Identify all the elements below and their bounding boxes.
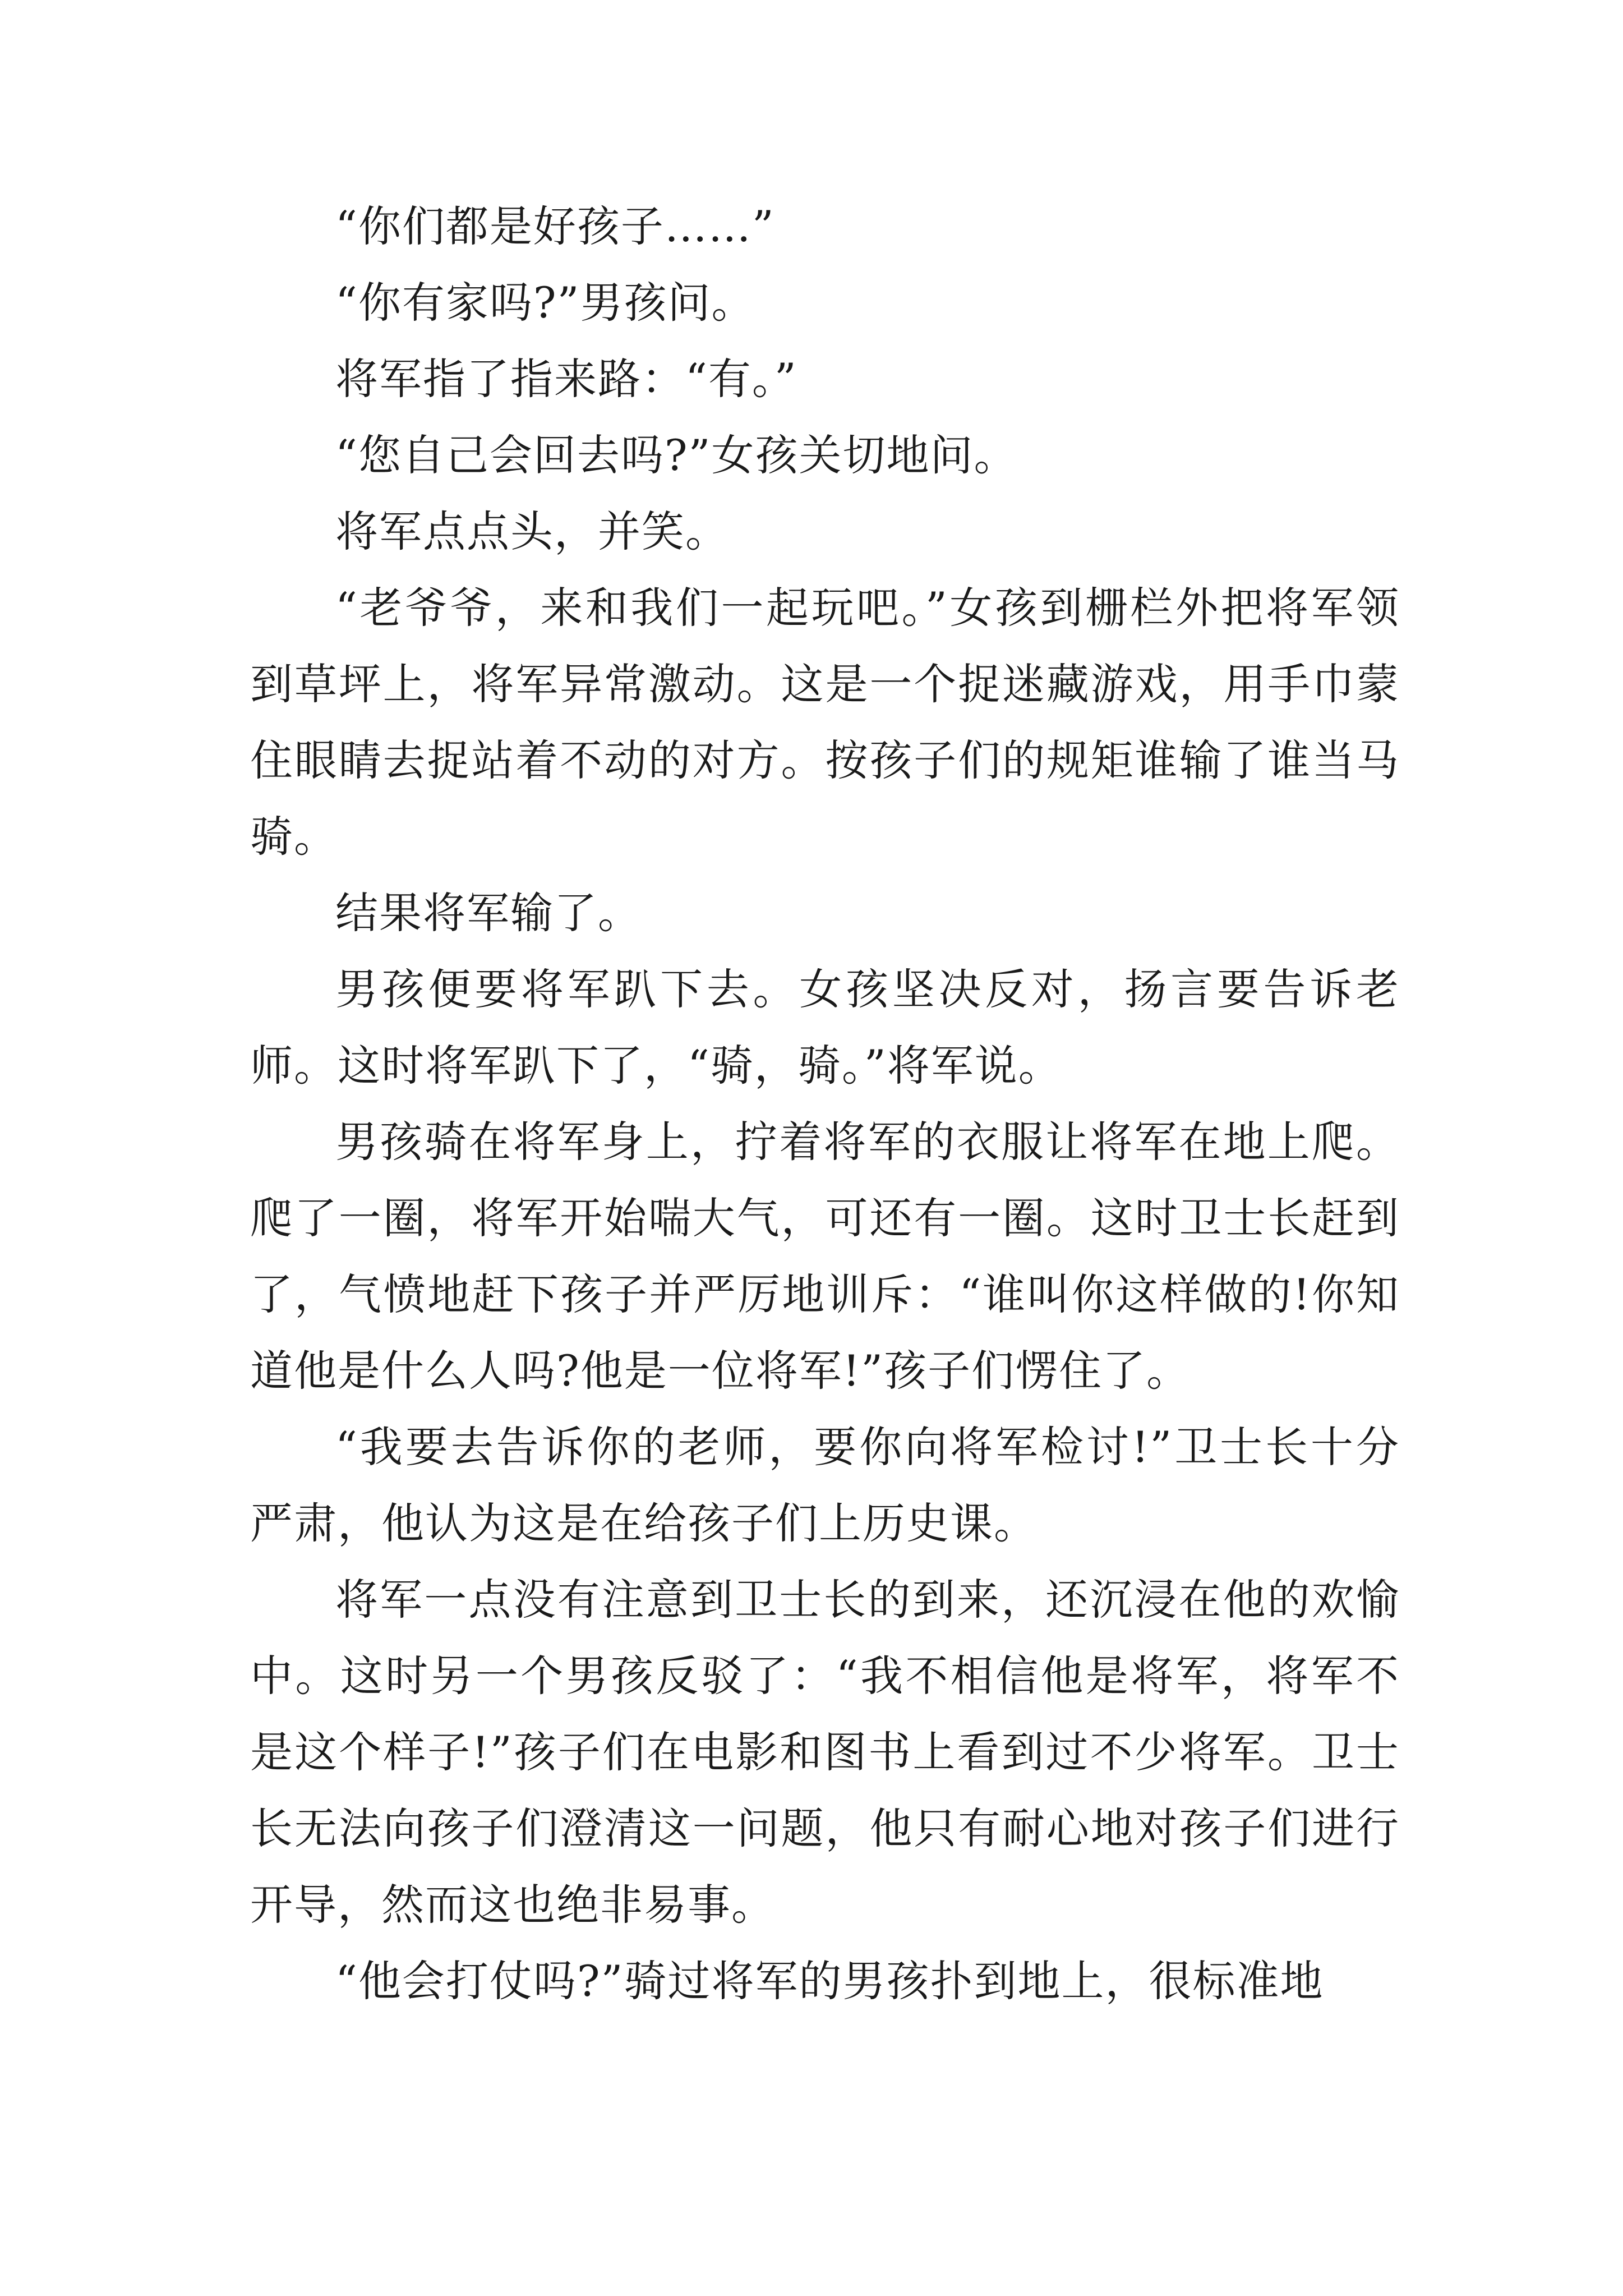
- paragraph: 男孩便要将军趴下去。女孩坚决反对，扬言要告诉老师。这时将军趴下了，“骑，骑。”将军说。: [250, 964, 1400, 1091]
- paragraph: “他会打仗吗?”骑过将军的男孩扑到地上，很标准地: [335, 1956, 1324, 2006]
- paragraph: “您自己会回去吗?”女孩关切地问。: [335, 430, 1018, 480]
- body-text: [250, 188, 1400, 2019]
- paragraph: 将军指了指来路：“有。”: [335, 354, 797, 404]
- paragraph: 将军一点没有注意到卫士长的到来，还沉浸在他的欢愉中。这时另一个男孩反驳了：“我不相信他是将军，将军不是这个样子!”孩子们在电影和图书上看到过不少将军。卫士长无法向孩子们澄清这一问题，他只有耐心地对孩子们进行开导，然而这也绝非易事。: [250, 1575, 1400, 1930]
- paragraph: “老爷爷，来和我们一起玩吧。”女孩到栅栏外把将军领到草坪上，将军异常激动。这是一个捉迷藏游戏，用手巾蒙住眼睛去捉站着不动的对方。按孩子们的规矩谁输了谁当马骑。: [250, 583, 1400, 862]
- paragraph: 男孩骑在将军身上，拧着将军的衣服让将军在地上爬。爬了一圈，将军开始喘大气，可还有一圈。这时卫士长赶到了，气愤地赶下孩子并严厉地训斥：“谁叫你这样做的!你知道他是什么人吗?他是一位将军!”孩子们愣住了。: [250, 1117, 1400, 1396]
- paragraph: 结果将军输了。: [335, 888, 642, 938]
- paragraph: 将军点点头，并笑。: [335, 507, 729, 556]
- paragraph: “我要去告诉你的老师，要你向将军检讨!”卫士长十分严肃，他认为这是在给孩子们上历史课。: [250, 1422, 1400, 1548]
- paragraph: “你们都是好孩子……”: [335, 201, 775, 251]
- paragraph: “你有家吗?”男孩问。: [335, 278, 755, 328]
